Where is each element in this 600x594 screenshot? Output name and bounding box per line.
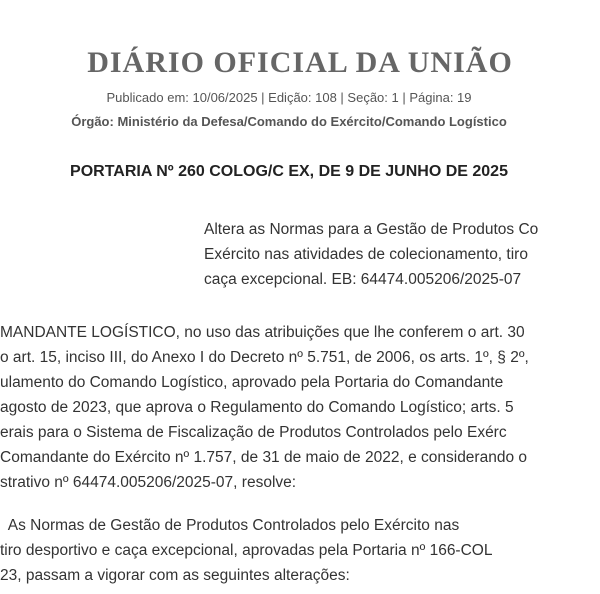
article-line: As Normas de Gestão de Produtos Controlados pelo Exército nas xyxy=(0,517,460,534)
preamble-line: Comandante do Exército nº 1.757, de 31 de maio de 2022, e considerando o xyxy=(0,449,527,466)
ementa-line: Exército nas atividades de colecionamento, tiro xyxy=(204,246,528,263)
publication-info: Publicado em: 10/06/2025 | Edição: 108 | Seção: 1 | Página: 19 xyxy=(106,90,472,105)
preamble-line: agosto de 2023, que aprova o Regulamento do Comando Logístico; arts. 5 xyxy=(0,399,514,416)
orgao-line: Órgão: Ministério da Defesa/Comando do Exército/Comando Logístico xyxy=(71,114,507,129)
article-line: tiro desportivo e caça excepcional, aprovadas pela Portaria nº 166-COL xyxy=(0,542,493,559)
preamble-line: erais para o Sistema de Fiscalização de Produtos Controlados pelo Exérc xyxy=(0,424,507,441)
body-text xyxy=(0,320,600,594)
preamble-line: ulamento do Comando Logístico, aprovado pela Portaria do Comandante xyxy=(0,374,504,391)
ementa xyxy=(204,217,600,293)
ementa-line: Altera as Normas para a Gestão de Produtos Co xyxy=(204,221,539,238)
preamble-line: strativo nº 64474.005206/2025-07, resolve: xyxy=(0,474,297,491)
preamble-line: MANDANTE LOGÍSTICO, no uso das atribuições que lhe conferem o art. 30 xyxy=(0,324,525,341)
preamble-line: o art. 15, inciso III, do Anexo I do Decreto nº 5.751, de 2006, os arts. 1º, § 2º, xyxy=(0,349,529,366)
portaria-title: PORTARIA Nº 260 COLOG/C EX, DE 9 DE JUNHO DE 2025 xyxy=(70,163,508,180)
article-line: 23, passam a vigorar com as seguintes alterações: xyxy=(0,567,350,584)
paragraph-gap xyxy=(0,495,600,513)
ementa-line: caça excepcional. EB: 64474.005206/2025-07 xyxy=(204,271,522,288)
masthead-title: DIÁRIO OFICIAL DA UNIÃO xyxy=(87,46,513,79)
